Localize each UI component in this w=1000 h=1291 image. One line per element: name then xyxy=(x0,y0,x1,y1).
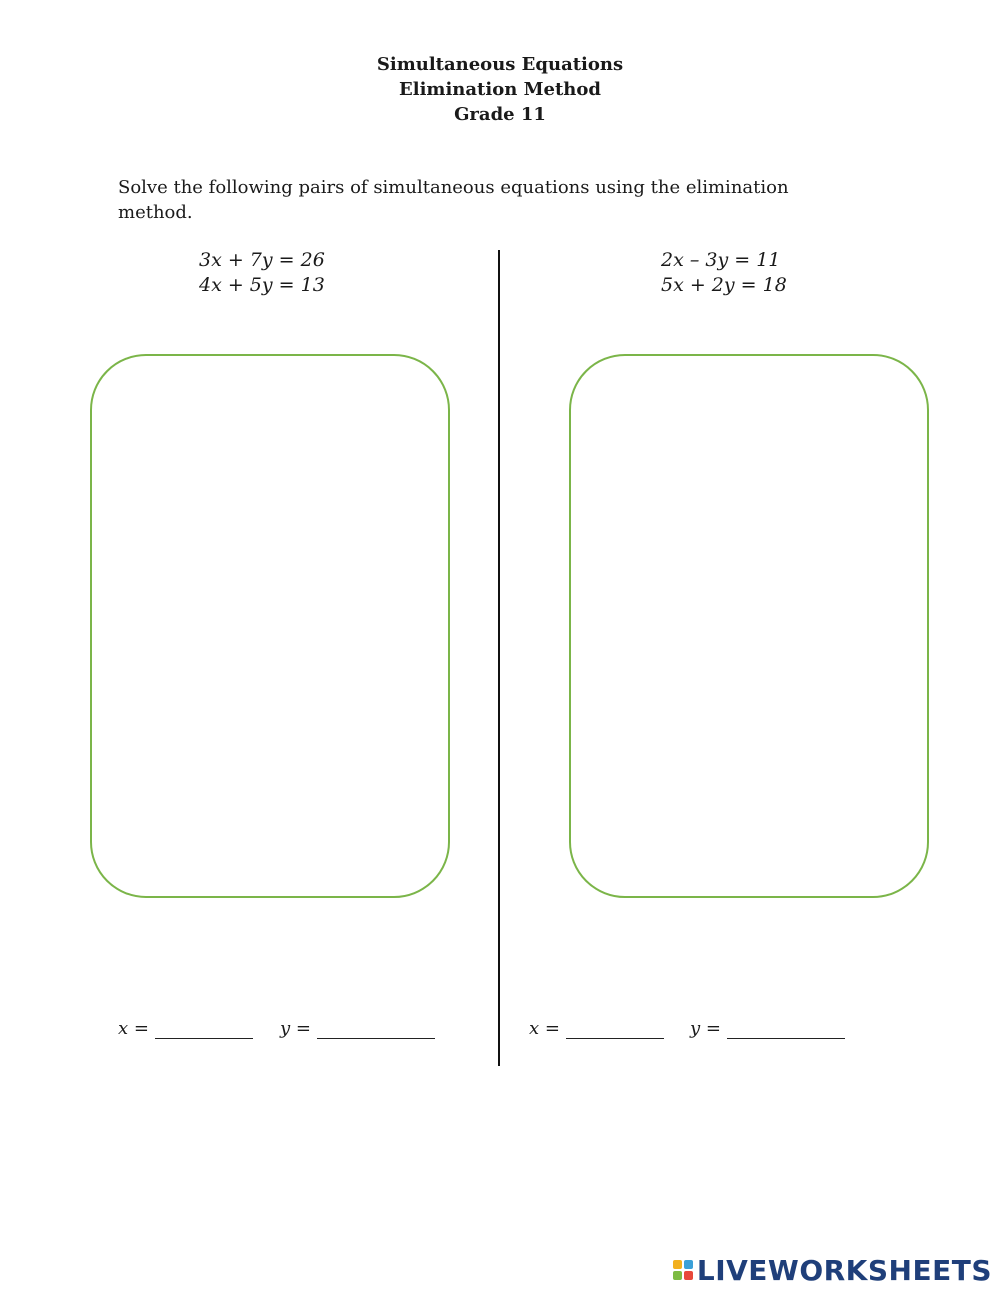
equation-pair-2 xyxy=(661,248,787,298)
answer-x-1-input[interactable] xyxy=(155,1020,253,1039)
liveworksheets-logo-icon xyxy=(673,1260,693,1280)
answer-y-2 xyxy=(690,1018,845,1039)
answer-label: y = xyxy=(280,1018,311,1039)
answer-label: y = xyxy=(690,1018,721,1039)
logo-square xyxy=(673,1260,682,1269)
equation: 5x + 2y = 18 xyxy=(661,274,787,296)
logo-square xyxy=(684,1260,693,1269)
worksheet-title: Simultaneous Equations xyxy=(376,54,624,75)
logo-square xyxy=(684,1271,693,1280)
instructions-text: Solve the following pairs of simultaneous equations using the elimination method. xyxy=(118,177,789,223)
worksheet-subtitle: Elimination Method xyxy=(399,79,601,100)
answer-label: x = xyxy=(118,1018,149,1039)
worksheet-grade: Grade 11 xyxy=(454,104,546,125)
work-area-2[interactable] xyxy=(569,354,929,898)
answer-y-1 xyxy=(280,1018,435,1039)
equation-pair-1 xyxy=(199,248,325,298)
logo-text: LIVEWORKSHEETS xyxy=(696,1253,992,1287)
answer-x-2-input[interactable] xyxy=(566,1020,664,1039)
worksheet-header xyxy=(0,52,1000,127)
answer-y-2-input[interactable] xyxy=(727,1020,845,1039)
work-area-1[interactable] xyxy=(90,354,450,898)
equation: 2x – 3y = 11 xyxy=(661,249,781,271)
answer-x-1 xyxy=(118,1018,253,1039)
liveworksheets-logo xyxy=(673,1252,992,1288)
logo-square xyxy=(673,1271,682,1280)
equation: 4x + 5y = 13 xyxy=(199,274,325,296)
answer-x-2 xyxy=(529,1018,664,1039)
equation: 3x + 7y = 26 xyxy=(199,249,325,271)
answer-label: x = xyxy=(529,1018,560,1039)
answer-y-1-input[interactable] xyxy=(317,1020,435,1039)
column-divider xyxy=(498,250,500,1066)
